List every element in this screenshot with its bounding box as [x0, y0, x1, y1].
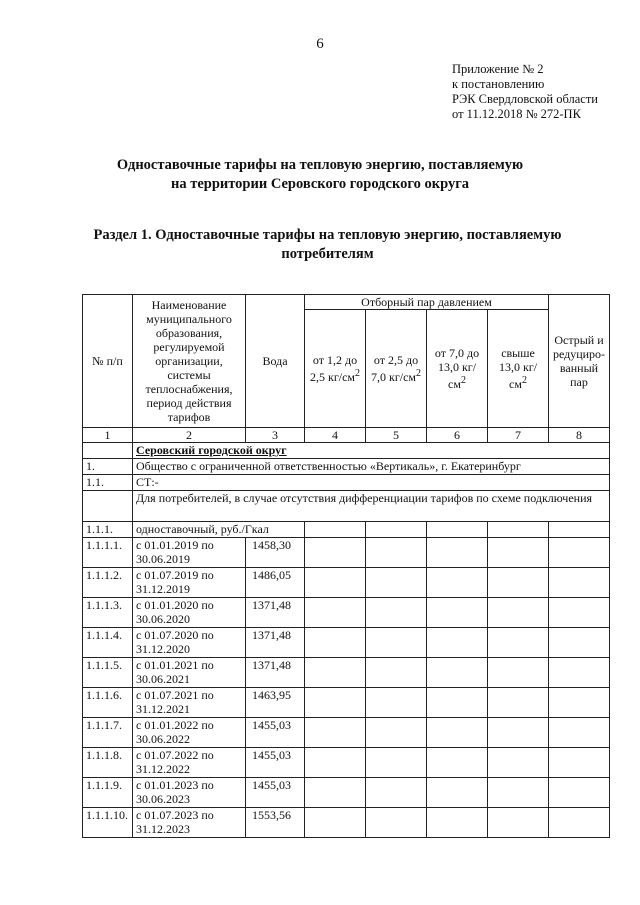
empty-cell — [366, 658, 427, 688]
appendix-line: Приложение № 2 — [452, 62, 544, 76]
row-number: 1.1.1.9. — [83, 778, 133, 808]
water-tariff-value: 1553,56 — [246, 808, 305, 838]
water-tariff-value: 1455,03 — [246, 718, 305, 748]
table-row — [83, 658, 610, 688]
column-number: 1 — [83, 428, 133, 443]
period-end: 31.12.2020 — [136, 642, 190, 656]
period-start: с 01.01.2021 по — [136, 658, 214, 672]
empty-cell — [305, 808, 366, 838]
empty-cell — [488, 688, 549, 718]
tariff-table — [82, 294, 610, 838]
empty-cell — [549, 808, 610, 838]
period-cell — [133, 718, 246, 748]
column-number-row — [83, 428, 610, 443]
header-sharp-steam: Острый и редуциро-ванный пар — [549, 295, 610, 428]
period-start: с 01.01.2023 по — [136, 778, 214, 792]
period-start: с 01.01.2022 по — [136, 718, 214, 732]
empty-cell — [549, 538, 610, 568]
period-end: 31.12.2019 — [136, 582, 190, 596]
table-row — [83, 808, 610, 838]
empty-cell — [488, 628, 549, 658]
empty-cell — [305, 778, 366, 808]
empty-cell — [305, 538, 366, 568]
header-row — [83, 295, 610, 310]
period-cell — [133, 538, 246, 568]
water-tariff-value: 1455,03 — [246, 778, 305, 808]
column-number: 6 — [427, 428, 488, 443]
system-row — [83, 475, 610, 491]
header-pressure-3: от 7,0 до 13,0 $кг/см^2$ — [427, 310, 488, 428]
header-name: Наименование муниципального образования, регулируемой организации, системы теплоснабжения, период действия тарифов — [133, 295, 246, 428]
region-name: Серовский городской округ — [133, 443, 610, 459]
empty-cell — [549, 598, 610, 628]
row-number: 1.1.1. — [83, 522, 133, 538]
column-number: 7 — [488, 428, 549, 443]
empty-cell — [305, 628, 366, 658]
empty-cell — [366, 778, 427, 808]
period-cell — [133, 628, 246, 658]
water-tariff-value: 1486,05 — [246, 568, 305, 598]
empty-cell — [488, 658, 549, 688]
empty-cell — [427, 688, 488, 718]
header-pressure-2: от 2,5 до 7,0 $кг/см^2$ — [366, 310, 427, 428]
empty-cell — [366, 748, 427, 778]
empty-cell — [305, 658, 366, 688]
organization-row — [83, 459, 610, 475]
column-number: 4 — [305, 428, 366, 443]
empty-cell — [488, 778, 549, 808]
empty-cell — [366, 568, 427, 598]
period-end: 30.06.2021 — [136, 672, 190, 686]
header-pressure-4: свыше 13,0 $кг/см^2$ — [488, 310, 549, 428]
empty-cell — [549, 778, 610, 808]
empty-cell — [549, 568, 610, 598]
empty-cell — [366, 628, 427, 658]
period-cell — [133, 688, 246, 718]
empty-cell — [305, 718, 366, 748]
table-row — [83, 718, 610, 748]
empty-cell — [549, 658, 610, 688]
column-number: 2 — [133, 428, 246, 443]
appendix-line: РЭК Свердловской области — [452, 92, 598, 106]
table-row — [83, 538, 610, 568]
appendix-block — [452, 62, 598, 122]
document-title-line: Одноставочные тарифы на тепловую энергию, поставляемую — [116, 157, 524, 173]
system-name: СТ:- — [133, 475, 610, 491]
tariff-type-name: одноставочный, руб./Гкал — [133, 522, 305, 538]
organization-name: Общество с ограниченной ответственностью «Вертикаль», г. Екатеринбург — [133, 459, 610, 475]
empty-cell — [366, 718, 427, 748]
section-title-line: потребителям — [281, 246, 374, 262]
empty-cell — [427, 748, 488, 778]
column-number: 8 — [549, 428, 610, 443]
empty-cell — [427, 598, 488, 628]
empty-cell — [305, 688, 366, 718]
header-steam-group: Отборный пар давлением — [305, 295, 549, 310]
period-cell — [133, 568, 246, 598]
region-row — [83, 443, 610, 459]
row-number: 1. — [83, 459, 133, 475]
document-title — [60, 156, 580, 194]
empty-cell — [366, 688, 427, 718]
empty-cell — [427, 808, 488, 838]
empty-cell — [366, 538, 427, 568]
column-number: 5 — [366, 428, 427, 443]
empty-cell — [427, 628, 488, 658]
period-start: с 01.01.2020 по — [136, 598, 214, 612]
period-start: с 01.07.2023 по — [136, 808, 214, 822]
row-number: 1.1.1.4. — [83, 628, 133, 658]
empty-cell — [305, 568, 366, 598]
page-number: 6 — [316, 36, 324, 52]
empty-cell — [305, 598, 366, 628]
period-cell — [133, 778, 246, 808]
table-row — [83, 778, 610, 808]
document-title-line: на территории Серовского городского округа — [170, 176, 470, 192]
header-num: № п/п — [83, 295, 133, 428]
period-end: 30.06.2022 — [136, 732, 190, 746]
table-row — [83, 568, 610, 598]
row-number: 1.1. — [83, 475, 133, 491]
period-end: 30.06.2020 — [136, 612, 190, 626]
empty-cell — [488, 808, 549, 838]
empty-cell — [488, 538, 549, 568]
water-tariff-value: 1458,30 — [246, 538, 305, 568]
column-number: 3 — [246, 428, 305, 443]
water-tariff-value: 1463,95 — [246, 688, 305, 718]
period-cell — [133, 598, 246, 628]
period-start: с 01.01.2019 по — [136, 538, 214, 552]
row-number: 1.1.1.2. — [83, 568, 133, 598]
empty-cell — [427, 718, 488, 748]
empty-cell — [427, 538, 488, 568]
row-number: 1.1.1.6. — [83, 688, 133, 718]
row-number: 1.1.1.7. — [83, 718, 133, 748]
row-number: 1.1.1.8. — [83, 748, 133, 778]
table-row — [83, 688, 610, 718]
section-title-line: Раздел 1. Одноставочные тарифы на тепловую энергию, поставляемую — [93, 227, 562, 243]
empty-cell — [427, 568, 488, 598]
water-tariff-value: 1455,03 — [246, 748, 305, 778]
empty-cell — [488, 718, 549, 748]
empty-cell — [366, 598, 427, 628]
empty-cell — [427, 658, 488, 688]
period-end: 31.12.2023 — [136, 822, 190, 836]
empty-cell — [549, 748, 610, 778]
water-tariff-value: 1371,48 — [246, 598, 305, 628]
period-end: 31.12.2022 — [136, 762, 190, 776]
period-end: 30.06.2019 — [136, 552, 190, 566]
table-row — [83, 628, 610, 658]
period-start: с 01.07.2022 по — [136, 748, 214, 762]
empty-cell — [549, 688, 610, 718]
row-number: 1.1.1.5. — [83, 658, 133, 688]
empty-cell — [488, 568, 549, 598]
empty-cell — [549, 628, 610, 658]
period-start: с 01.07.2020 по — [136, 628, 214, 642]
water-tariff-value: 1371,48 — [246, 658, 305, 688]
water-tariff-value: 1371,48 — [246, 628, 305, 658]
consumer-note: Для потребителей, в случае отсутствия дифференциации тарифов по схеме подключения — [133, 491, 610, 522]
header-pressure-1: от 1,2 до 2,5 $кг/см^2$ — [305, 310, 366, 428]
period-end: 31.12.2021 — [136, 702, 190, 716]
row-number: 1.1.1.1. — [83, 538, 133, 568]
appendix-line: от 11.12.2018 № 272-ПК — [452, 107, 581, 121]
tariff-type-row — [83, 522, 610, 538]
row-number: 1.1.1.3. — [83, 598, 133, 628]
empty-cell — [305, 748, 366, 778]
header-water: Вода — [246, 295, 305, 428]
row-number: 1.1.1.10. — [83, 808, 133, 838]
table-row — [83, 748, 610, 778]
period-end: 30.06.2023 — [136, 792, 190, 806]
empty-cell — [488, 748, 549, 778]
period-start: с 01.07.2019 по — [136, 568, 214, 582]
section-title — [60, 226, 595, 264]
period-start: с 01.07.2021 по — [136, 688, 214, 702]
period-cell — [133, 808, 246, 838]
appendix-line: к постановлению — [452, 77, 545, 91]
period-cell — [133, 748, 246, 778]
empty-cell — [549, 718, 610, 748]
empty-cell — [427, 778, 488, 808]
empty-cell — [366, 808, 427, 838]
rate-rows — [83, 538, 610, 838]
table-row — [83, 598, 610, 628]
period-cell — [133, 658, 246, 688]
note-row — [83, 491, 610, 522]
empty-cell — [488, 598, 549, 628]
